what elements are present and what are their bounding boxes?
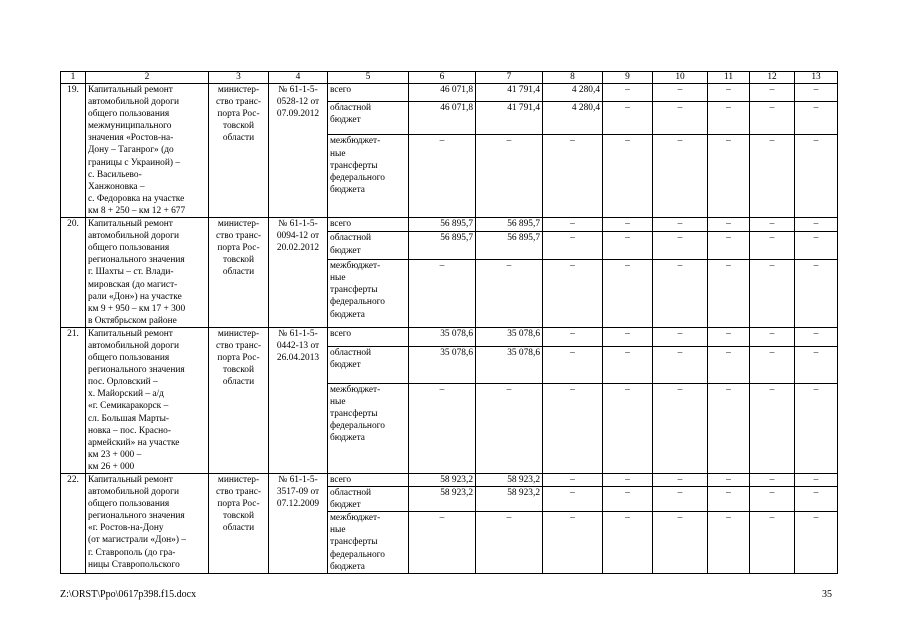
amount-cell: – xyxy=(795,84,838,102)
amount-cell: – xyxy=(750,101,795,135)
column-number-7: 7 xyxy=(476,72,543,84)
amount-cell: – xyxy=(603,383,653,473)
footer-page-number: 35 xyxy=(822,589,832,600)
item-agency: министер- ство транс- порта Рос- товской области xyxy=(209,327,269,473)
amount-cell: – xyxy=(603,512,653,573)
amount-cell: 46 071,8 xyxy=(409,84,476,102)
table-row xyxy=(61,218,838,232)
amount-cell: 56 895,7 xyxy=(409,218,476,232)
funding-source-label: всего xyxy=(328,474,409,487)
funding-source-label: областной бюджет xyxy=(328,232,409,260)
item-agency: министер- ство транс- порта Рос- товской области xyxy=(209,84,269,218)
amount-cell: – xyxy=(543,232,603,260)
amount-cell: – xyxy=(750,383,795,473)
amount-cell: – xyxy=(476,260,543,328)
item-document: № 61-1-5- 3517-09 от 07.12.2009 xyxy=(269,474,328,574)
column-number-9: 9 xyxy=(603,72,653,84)
amount-cell: – xyxy=(653,327,708,346)
amount-cell: – xyxy=(795,260,838,328)
amount-cell: – xyxy=(708,383,750,473)
amount-cell: – xyxy=(708,512,750,573)
amount-cell: 35 078,6 xyxy=(409,327,476,346)
amount-cell: – xyxy=(603,327,653,346)
amount-cell: – xyxy=(603,101,653,135)
amount-cell: – xyxy=(750,347,795,384)
amount-cell: – xyxy=(476,135,543,218)
amount-cell: – xyxy=(708,260,750,328)
amount-cell: – xyxy=(708,327,750,346)
amount-cell: 58 923,2 xyxy=(476,474,543,487)
amount-cell: – xyxy=(795,218,838,232)
amount-cell: – xyxy=(750,84,795,102)
amount-cell: – xyxy=(653,101,708,135)
amount-cell: – xyxy=(543,512,603,573)
amount-cell: – xyxy=(795,101,838,135)
amount-cell: – xyxy=(750,327,795,346)
amount-cell: – xyxy=(653,218,708,232)
amount-cell: – xyxy=(543,474,603,487)
item-document: № 61-1-5- 0528-12 от 07.09.2012 xyxy=(269,84,328,218)
amount-cell: – xyxy=(409,135,476,218)
amount-cell: – xyxy=(543,487,603,512)
amount-cell: – xyxy=(653,232,708,260)
footer-file-path: Z:\ORST\Ppo\0617p398.f15.docx xyxy=(60,589,197,600)
item-name: Капитальный ремонт автомобильной дороги общего пользования межмуниципального значения «Ростов-на- Дону – Таганрог» (до границы с Украиной) – с. Васильево- Ханжоновка – с. Федоровка на участке км 8 + 250 – км 12 + 677 xyxy=(86,84,209,218)
amount-cell: – xyxy=(708,84,750,102)
item-number: 20. xyxy=(61,218,86,328)
column-number-13: 13 xyxy=(795,72,838,84)
amount-cell: 41 791,4 xyxy=(476,101,543,135)
amount-cell: 46 071,8 xyxy=(409,101,476,135)
amount-cell: – xyxy=(543,383,603,473)
funding-source-label: всего xyxy=(328,327,409,346)
amount-cell: – xyxy=(708,135,750,218)
item-document: № 61-1-5- 0442-13 от 26.04.2013 xyxy=(269,327,328,473)
item-number: 22. xyxy=(61,474,86,574)
funding-source-label: областной бюджет xyxy=(328,487,409,512)
amount-cell: – xyxy=(750,135,795,218)
amount-cell: – xyxy=(653,135,708,218)
amount-cell: 35 078,6 xyxy=(409,347,476,384)
amount-cell: – xyxy=(750,512,795,573)
column-number-1: 1 xyxy=(61,72,86,84)
amount-cell: 58 923,2 xyxy=(409,474,476,487)
amount-cell: 58 923,2 xyxy=(409,487,476,512)
amount-cell: – xyxy=(708,232,750,260)
amount-cell: – xyxy=(603,232,653,260)
table-row xyxy=(61,327,838,346)
amount-cell: – xyxy=(603,135,653,218)
amount-cell: – xyxy=(653,512,708,573)
item-document: № 61-1-5- 0094-12 от 20.02.2012 xyxy=(269,218,328,328)
amount-cell: – xyxy=(750,218,795,232)
amount-cell: – xyxy=(603,84,653,102)
amount-cell: 58 923,2 xyxy=(476,487,543,512)
amount-cell: – xyxy=(543,260,603,328)
funding-source-label: межбюджет- ные трансферты федерального бюджета xyxy=(328,135,409,218)
amount-cell: 4 280,4 xyxy=(543,101,603,135)
funding-source-label: всего xyxy=(328,218,409,232)
item-name: Капитальный ремонт автомобильной дороги общего пользования регионального значения пос. Орловский – х. Майорский – а/д «г. Семикаракорск – сл. Большая Марты- новка – пос. Красно- армейский» на участке км 23 + 000 – км 26 + 000 xyxy=(86,327,209,473)
amount-cell: – xyxy=(409,260,476,328)
amount-cell: 56 895,7 xyxy=(409,232,476,260)
amount-cell: – xyxy=(653,347,708,384)
amount-cell: – xyxy=(750,260,795,328)
table-row xyxy=(61,84,838,102)
table-row xyxy=(61,474,838,487)
amount-cell: – xyxy=(795,512,838,573)
amount-cell: – xyxy=(795,474,838,487)
funding-source-label: всего xyxy=(328,84,409,102)
amount-cell: 56 895,7 xyxy=(476,218,543,232)
amount-cell: – xyxy=(708,474,750,487)
item-name: Капитальный ремонт автомобильной дороги общего пользования регионального значения «г. Ростов-на-Дону (от магистрали «Дон») – г. Ставрополь (до гра- ницы Ставропольского xyxy=(86,474,209,574)
column-number-3: 3 xyxy=(209,72,269,84)
item-name: Капитальный ремонт автомобильной дороги общего пользования регионального значения г. Шахты – ст. Влади- мировская (до магист- рали «Дон») на участке км 9 + 950 – км 17 + 300 в Октябрьском районе xyxy=(86,218,209,328)
amount-cell: – xyxy=(543,327,603,346)
funding-source-label: межбюджет- ные трансферты федерального бюджета xyxy=(328,260,409,328)
column-number-2: 2 xyxy=(86,72,209,84)
amount-cell: – xyxy=(653,383,708,473)
budget-table xyxy=(60,71,838,574)
column-number-4: 4 xyxy=(269,72,328,84)
amount-cell: – xyxy=(543,347,603,384)
amount-cell: 41 791,4 xyxy=(476,84,543,102)
amount-cell: – xyxy=(409,383,476,473)
column-number-5: 5 xyxy=(328,72,409,84)
amount-cell: – xyxy=(409,512,476,573)
amount-cell: – xyxy=(653,487,708,512)
item-agency: министер- ство транс- порта Рос- товской области xyxy=(209,474,269,574)
table-body xyxy=(61,72,838,574)
column-number-8: 8 xyxy=(543,72,603,84)
item-number: 19. xyxy=(61,84,86,218)
amount-cell: – xyxy=(750,474,795,487)
amount-cell: – xyxy=(653,260,708,328)
funding-source-label: областной бюджет xyxy=(328,101,409,135)
amount-cell: 35 078,6 xyxy=(476,327,543,346)
amount-cell: – xyxy=(795,135,838,218)
amount-cell: 56 895,7 xyxy=(476,232,543,260)
amount-cell: – xyxy=(795,327,838,346)
item-agency: министер- ство транс- порта Рос- товской области xyxy=(209,218,269,328)
amount-cell: – xyxy=(653,84,708,102)
amount-cell: – xyxy=(603,218,653,232)
amount-cell: – xyxy=(603,487,653,512)
column-number-6: 6 xyxy=(409,72,476,84)
amount-cell: – xyxy=(795,383,838,473)
funding-source-label: межбюджет- ные трансферты федерального бюджета xyxy=(328,383,409,473)
amount-cell: – xyxy=(708,218,750,232)
column-number-row xyxy=(61,72,838,84)
amount-cell: – xyxy=(795,487,838,512)
item-number: 21. xyxy=(61,327,86,473)
amount-cell: – xyxy=(603,474,653,487)
amount-cell: – xyxy=(795,347,838,384)
amount-cell: – xyxy=(476,383,543,473)
amount-cell: 35 078,6 xyxy=(476,347,543,384)
column-number-12: 12 xyxy=(750,72,795,84)
funding-source-label: областной бюджет xyxy=(328,347,409,384)
amount-cell: – xyxy=(603,260,653,328)
amount-cell: – xyxy=(476,512,543,573)
amount-cell: – xyxy=(795,232,838,260)
amount-cell: – xyxy=(750,487,795,512)
amount-cell: – xyxy=(708,347,750,384)
amount-cell: – xyxy=(708,101,750,135)
column-number-10: 10 xyxy=(653,72,708,84)
amount-cell: – xyxy=(603,347,653,384)
amount-cell: – xyxy=(543,135,603,218)
amount-cell: – xyxy=(543,218,603,232)
amount-cell: 4 280,4 xyxy=(543,84,603,102)
amount-cell: – xyxy=(750,232,795,260)
amount-cell: – xyxy=(708,487,750,512)
column-number-11: 11 xyxy=(708,72,750,84)
amount-cell: – xyxy=(653,474,708,487)
funding-source-label: межбюджет- ные трансферты федерального бюджета xyxy=(328,512,409,573)
